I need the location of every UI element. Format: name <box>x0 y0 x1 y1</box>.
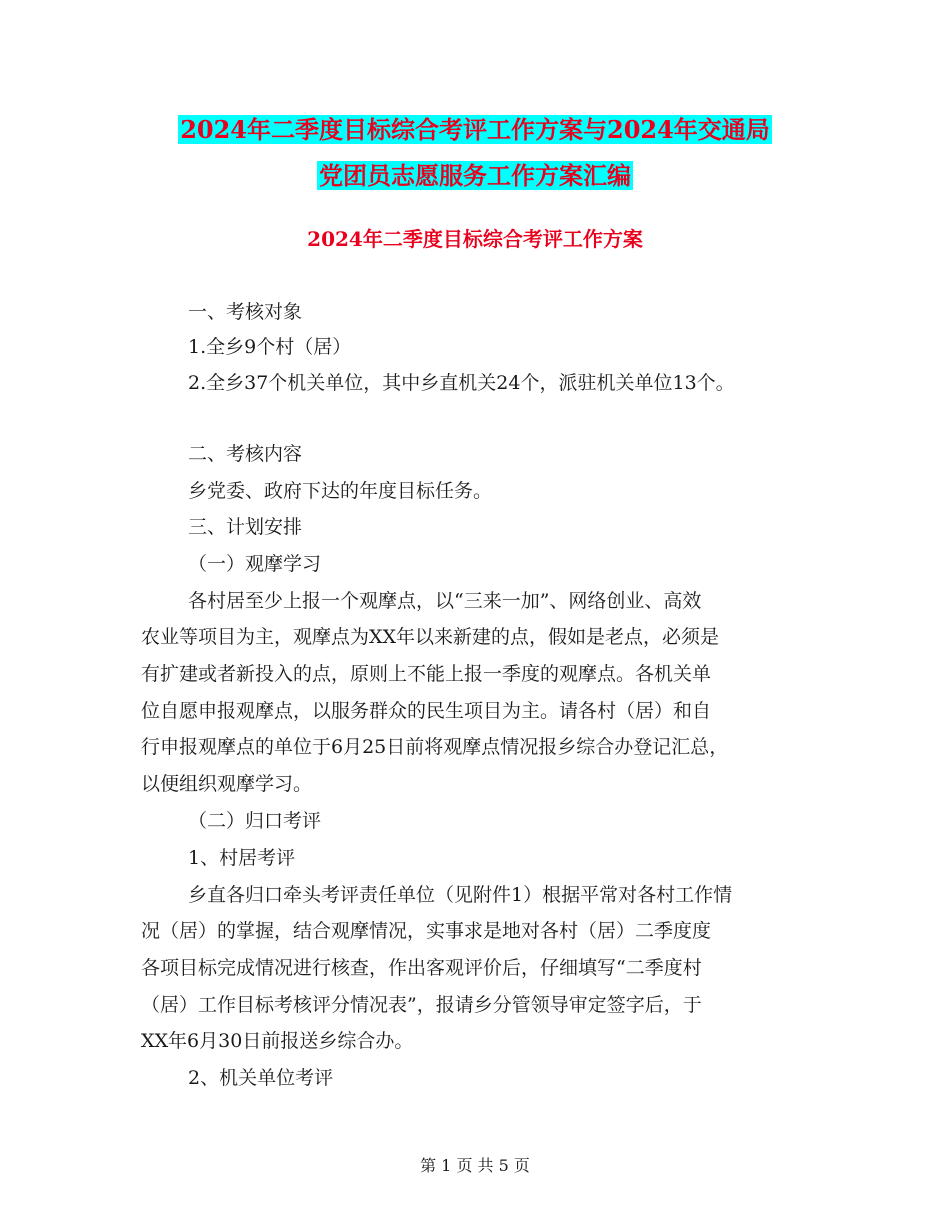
document-title-line-1 <box>0 111 950 149</box>
heading-plan-arrangement: 三、计划安排 <box>188 516 303 538</box>
paragraph-line: 况（居）的掌握，结合观摩情况，实事求是地对各村（居）二季度度 <box>141 920 712 942</box>
heading-assessment-targets: 一、考核对象 <box>188 301 303 323</box>
title-highlight: 2024年二季度目标综合考评工作方案与2024年交通局 <box>180 115 770 144</box>
paragraph-line: 行申报观摩点的单位于6月25日前将观摩点情况报乡综合办登记汇总， <box>141 736 729 758</box>
paragraph-line: 1.全乡9个村（居） <box>188 336 352 358</box>
paragraph-line: XX年6月30日前报送乡综合办。 <box>141 1030 414 1052</box>
heading-assessment-content: 二、考核内容 <box>188 443 303 465</box>
paragraph-line: 位自愿申报观摩点，以服务群众的民生项目为主。请各村（居）和自 <box>141 700 712 722</box>
title-highlight: 党团员志愿服务工作方案汇编 <box>319 161 631 190</box>
subheading-observation-study: （一）观摩学习 <box>188 553 322 575</box>
paragraph-line: 有扩建或者新投入的点，原则上不能上报一季度的观摩点。各机关单 <box>141 663 712 685</box>
paragraph-line: 农业等项目为主，观摩点为XX年以来新建的点，假如是老点，必须是 <box>141 626 720 648</box>
page-number-footer: 第 1 页 共 5 页 <box>420 1156 530 1175</box>
paragraph-line: 乡党委、政府下达的年度目标任务。 <box>188 480 493 502</box>
paragraph-line: 各村居至少上报一个观摩点，以“三来一加”、网络创业、高效 <box>188 590 702 612</box>
paragraph-line: 乡直各归口牵头考评责任单位（见附件1）根据平常对各村工作情 <box>188 884 733 906</box>
paragraph-line: 2.全乡37个机关单位，其中乡直机关24个，派驻机关单位13个。 <box>188 372 735 394</box>
subheading-village-review: 1、村居考评 <box>188 847 296 869</box>
section-title: 2024年二季度目标综合考评工作方案 <box>307 227 643 251</box>
paragraph-line: 各项目标完成情况进行核查，作出客观评价后，仔细填写“二季度村 <box>141 957 702 979</box>
paragraph-line: 以便组织观摩学习。 <box>141 773 313 795</box>
paragraph-line: （居）工作目标考核评分情况表”，报请乡分管领导审定签字后，于 <box>141 994 702 1016</box>
subheading-centralized-review: （二）归口考评 <box>188 810 322 832</box>
subheading-unit-review: 2、机关单位考评 <box>188 1067 334 1089</box>
document-title-line-2 <box>0 157 950 195</box>
